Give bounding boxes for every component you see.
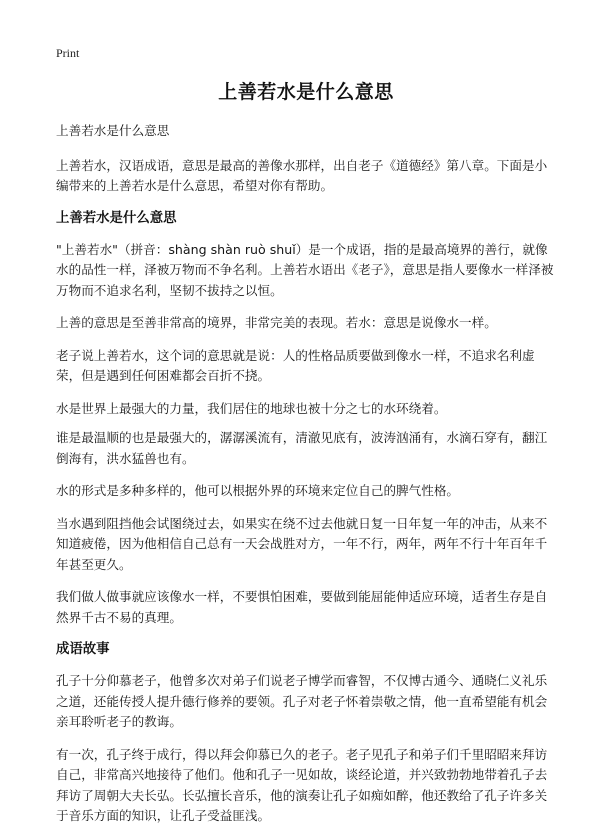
section-heading-meaning: 上善若水是什么意思	[56, 210, 177, 226]
section-heading-story: 成语故事	[56, 642, 110, 657]
intro-heading-text: 上善若水是什么意思	[56, 123, 170, 138]
paragraph-confucius-visit: 有一次，孔子终于成行，得以拜会仰慕已久的老子。老子见孔子和弟子们千里昭昭来拜访自己，非常高兴地接待了他们。他和孔子一见如故，谈经论道，并兴致勃勃地带着孔子去拜访了周朝大夫长弘。长弘擅长音乐，他的演奏让孔子如痴如醉，他还教给了孔子许多关于音乐方面的知识，让孔子受益匪浅。	[56, 746, 548, 823]
paragraph-water-forms: 水的形式是多种多样的，他可以根据外界的环境来定位自己的脾气性格。	[56, 483, 459, 498]
paragraph-obstacle: 当水遇到阻挡他会试图绕过去，如果实在绕不过去他就日复一日年复一年的冲击，从来不知道疲倦，因为他相信自己总有一天会战胜对方，一年不行，两年，两年不行十年百年千年甚至更久。	[56, 515, 548, 572]
print-link[interactable]: Print	[56, 46, 80, 60]
paragraph-laozi: 老子说上善若水，这个词的意思就是说：人的性格品质要做到像水一样，不追求名利虚荣，但是遇到任何困难都会百折不挠。	[56, 347, 535, 383]
article-body	[56, 121, 556, 839]
paragraph-gentle-strong: 谁是最温顺的也是最强大的，潺潺溪流有，清澈见底有，波涛汹涌有，水滴石穿有，翻江倒海有，洪水猛兽也有。	[56, 430, 548, 466]
page-title: 上善若水是什么意思	[218, 81, 394, 103]
paragraph-confucius-admires: 孔子十分仰慕老子，他曾多次对弟子们说老子博学而睿智，不仅博古通今、通晓仁义礼乐之道，还能传授人提升德行修养的要领。孔子对老子怀着崇敬之情，他一直希望能有机会亲耳聆听老子的教诲。	[56, 673, 548, 729]
paragraph-shangshan: 上善的意思是至善非常高的境界，非常完美的表现。若水：意思是说像水一样。	[56, 315, 497, 330]
intro-paragraph: 上善若水，汉语成语，意思是最高的善像水那样，出自老子《道德经》第八章。下面是小编带来的上善若水是什么意思，希望对你有帮助。	[56, 157, 548, 193]
paragraph-water-power: 水是世界上最强大的力量，我们居住的地球也被十分之七的水环绕着。	[56, 400, 447, 416]
paragraph-be-like-water: 我们做人做事就应该像水一样，不要惧怕困难，要做到能屈能伸适应环境，适者生存是自然界千古不易的真理。	[56, 589, 548, 625]
paragraph-pinyin: "上善若水"（拼音：shàng shàn ruò shuǐ）是一个成语，指的是最高境界的善行，就像水的品性一样，泽被万物而不争名利。上善若水语出《老子》，意思是指人要像水一样泽被万物而不追求名利，坚韧不拔持之以恒。	[56, 241, 554, 298]
